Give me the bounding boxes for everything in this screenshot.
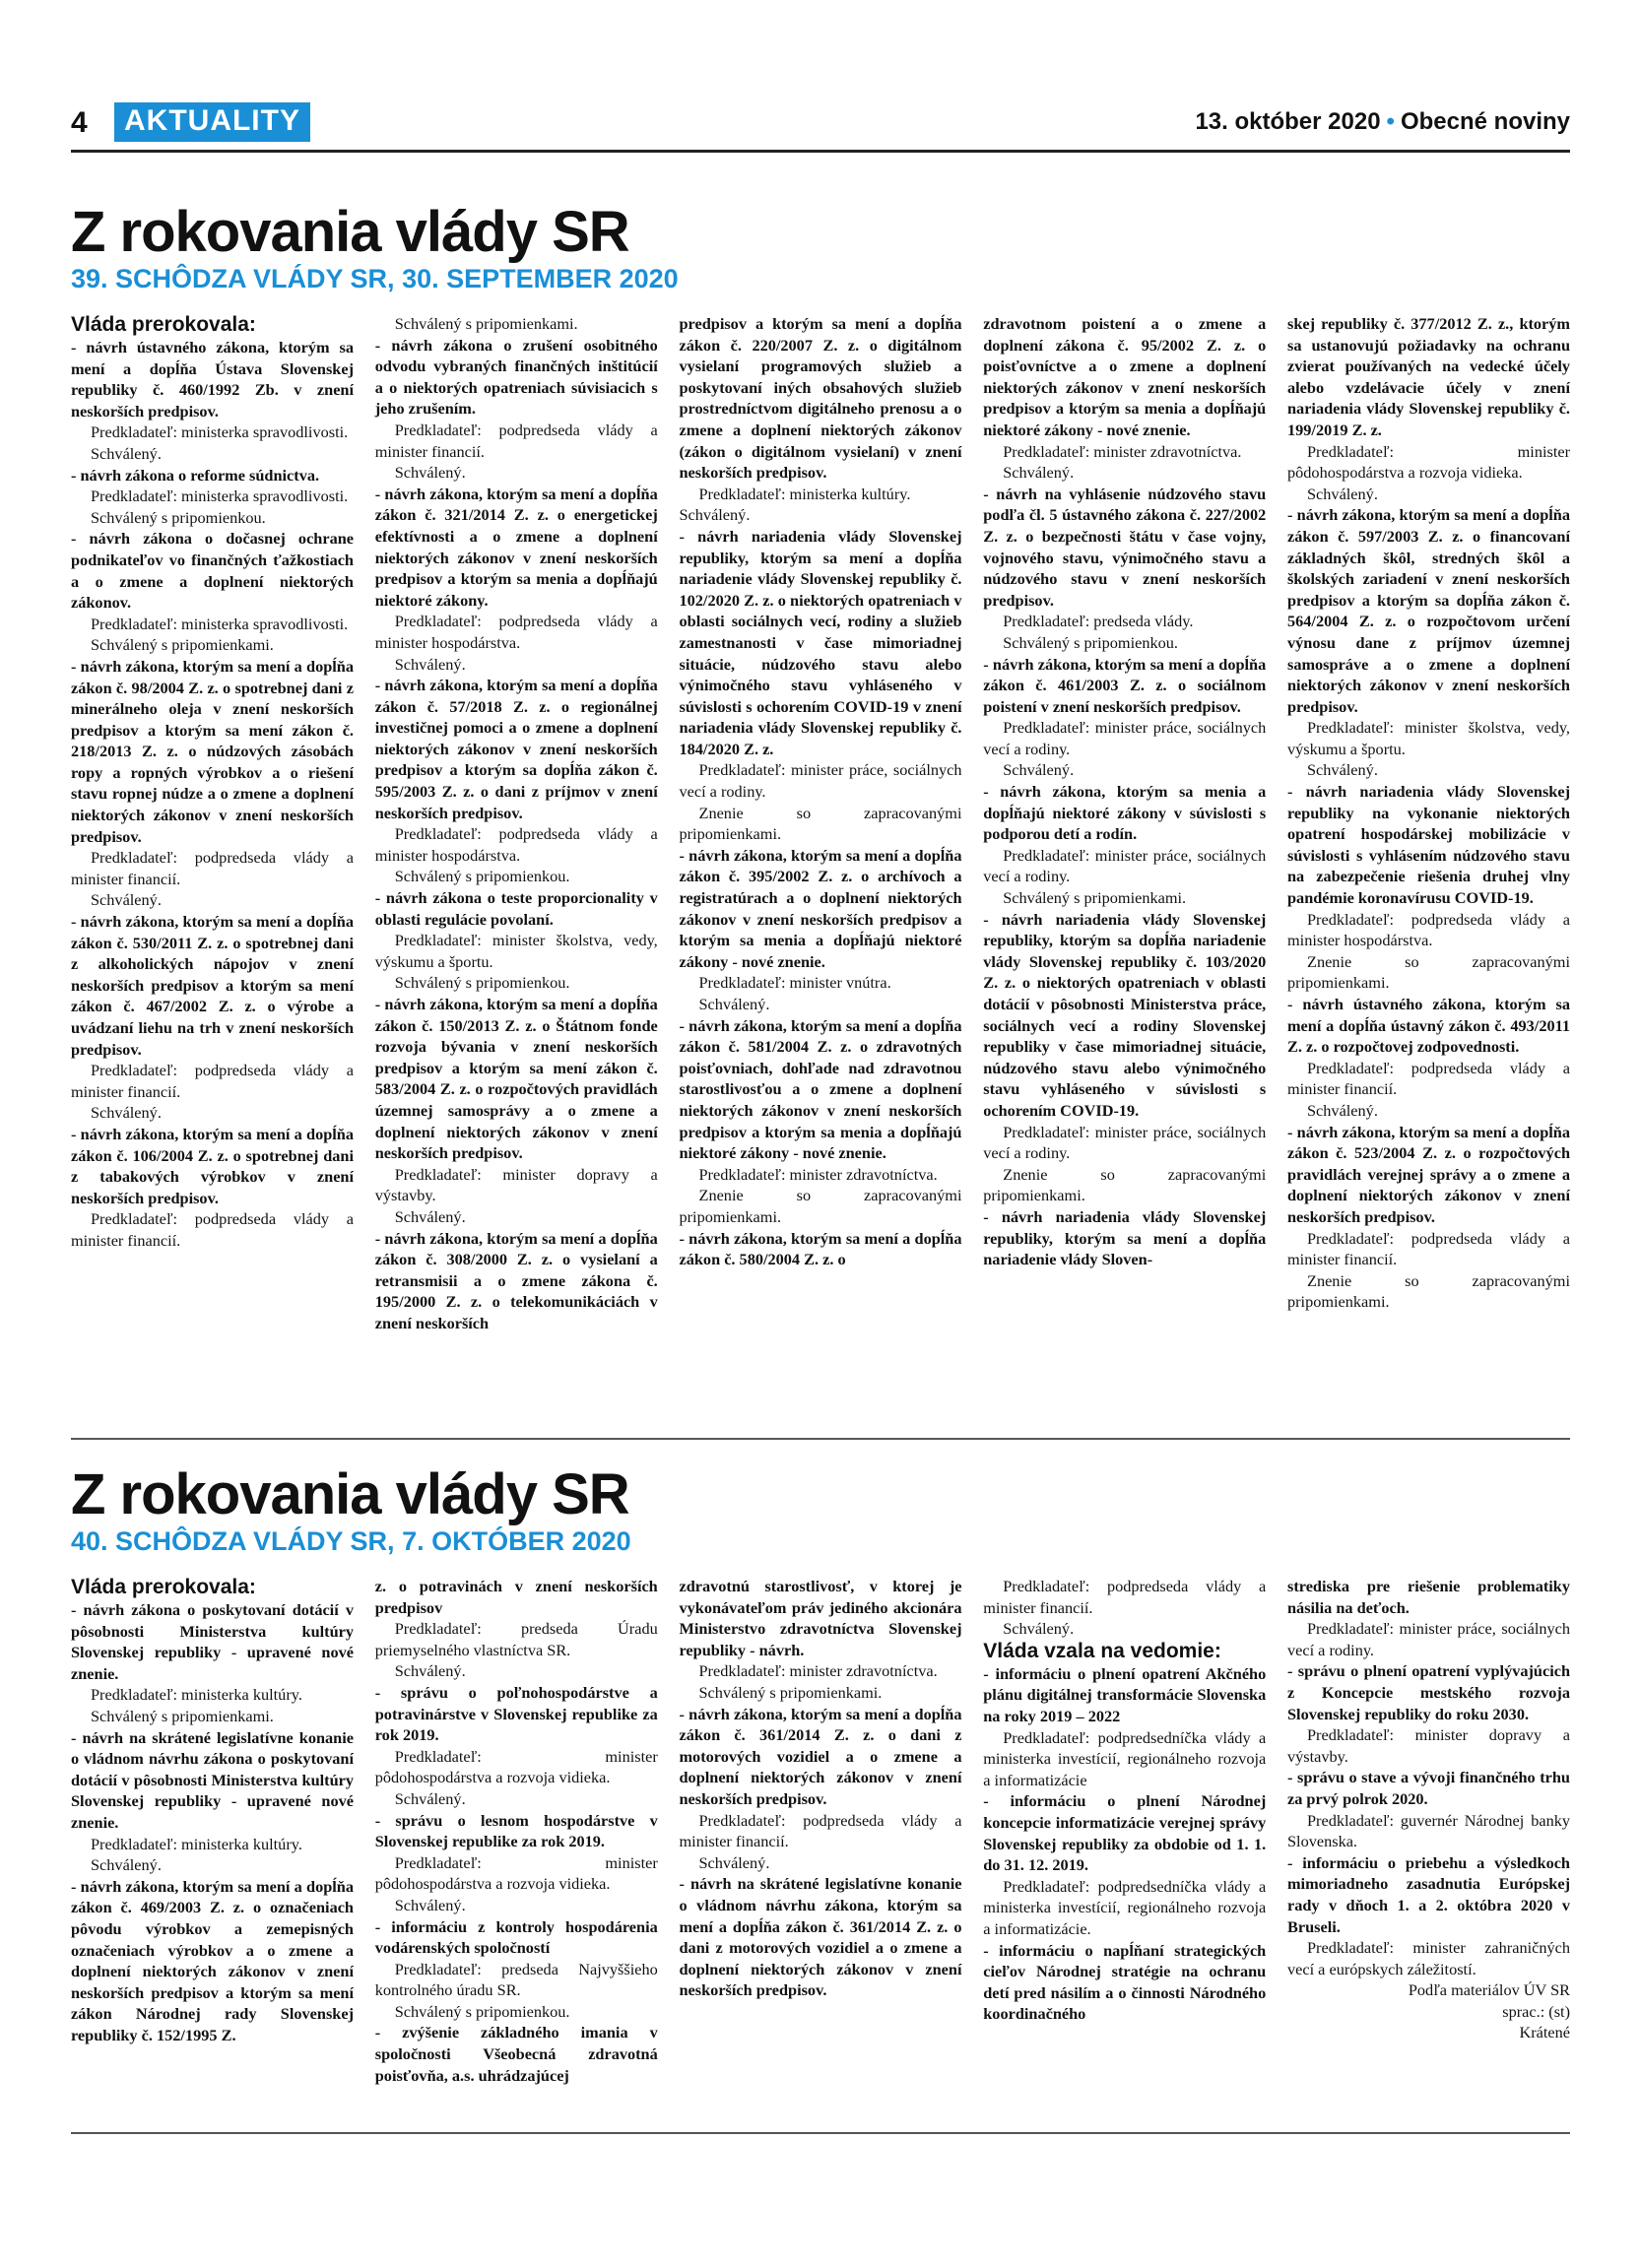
paragraph: Znenie so zapracovanými pripomienkami. [983,1164,1267,1205]
paragraph: - návrh zákona, ktorým sa mení a dopĺňa zákon č. 98/2004 Z. z. o spotrebnej dani z minerálneho oleja v znení neskorších predpisov a ktorým sa mení zákon č. 218/2013 Z. z. o núdzových zásobách ropy a ropných výrobkov a o riešení stavu ropnej núdze a o zmene a doplnení niektorých zákonov v znení neskorších predpisov. [71,656,354,846]
paragraph: Predkladateľ: minister zahraničných vecí a európskych záležitostí. [1287,1938,1570,1978]
paragraph: Predkladateľ: ministerka spravodlivosti. [91,486,349,506]
paragraph: - návrh zákona, ktorým sa menia a dopĺňajú niektoré zákony v súvislosti s podporou detí a rodín. [983,782,1267,844]
paragraph: Predkladateľ: podpredseda vlády a minister financií. [71,1209,354,1250]
paragraph: - návrh zákona, ktorým sa mení a dopĺňa zákon č. 106/2004 Z. z. o spotrebnej dani z tabakových výrobkov v znení neskorších predpisov. [71,1124,354,1207]
paragraph: Predkladateľ: podpredseda vlády a minister financií. [983,1577,1267,1617]
paragraph: - správu o lesnom hospodárstve v Slovenskej republike za rok 2019. [374,1810,658,1851]
paragraph: Predkladateľ: predseda Najvyššieho kontrolného úradu SR. [374,1959,658,2000]
paragraph: Predkladateľ: podpredseda vlády a minister hospodárstva. [374,612,658,652]
paragraph: Schválený. [394,654,466,674]
paragraph: Predkladateľ: podpredseda vlády a minister financií. [1287,1058,1570,1099]
paragraph: Schválený s pripomienkou. [394,973,570,993]
paragraph: Predkladateľ: ministerka kultúry. [698,484,911,503]
paragraph: Predkladateľ: podpredsedníčka vlády a ministerka investícií, regionálneho rozvoja a informatizácie [983,1727,1267,1789]
paragraph: strediska pre riešenie problematiky násilia na deťoch. [1287,1577,1570,1617]
paragraph: Predkladateľ: podpredsedníčka vlády a ministerka investícií, regionálneho rozvoja a informatizácie. [983,1876,1267,1938]
article-1-subtitle: 39. SCHÔDZA VLÁDY SR, 30. SEPTEMBER 2020 [71,264,679,293]
paragraph: Schválený s pripomienkami. [394,314,578,333]
paragraph: Predkladateľ: podpredseda vlády a minister hospodárstva. [1287,909,1570,950]
footer-rule [71,2132,1570,2134]
paragraph: Predkladateľ: minister pôdohospodárstva a rozvoja vidieka. [374,1746,658,1787]
paragraph: Schválený. [698,995,770,1013]
paragraph: Predkladateľ: minister dopravy a výstavby. [374,1164,658,1205]
paragraph: Predkladateľ: minister práce, sociálnych vecí a rodiny. [1287,1619,1570,1659]
paragraph: Predkladateľ: minister dopravy a výstavby. [1287,1725,1570,1766]
paragraph: sprac.: (st) [1502,2001,1570,2021]
paragraph: - informáciu o napĺňaní strategických cieľov Národnej stratégie na ochranu detí pred násilím a o činnosti Národného koordinačného [983,1940,1267,2024]
paragraph: - návrh nariadenia vlády Slovenskej republiky, ktorým sa mení a dopĺňa nariadenie vlády Slovenskej republiky č. 102/2020 Z. z. o niektorých opatreniach v oblasti sociálnych vecí, rodiny a služieb zamestnanosti v čase mimoriadnej situácie, núdzového stavu alebo výnimočného stavu vyhláseného v súvislosti s ochorením COVID-19 v znení nariadenia vlády Slovenskej republiky č. 184/2020 Z. z. [679,526,962,758]
article-2-title: Z rokovania vlády SR [71,1462,629,1526]
paragraph: zdravotnú starostlivosť, v ktorej je vykonávateľom práv jediného akcionára Ministerstvo zdravotníctva Slovenskej republiky - návrh. [679,1577,962,1659]
paragraph: - návrh ústavného zákona, ktorým sa mení a dopĺňa Ústava Slovenskej republiky č. 460/1992 Zb. v znení neskorších predpisov. [71,338,354,421]
paragraph: Podľa materiálov ÚV SR [1408,1980,1570,2000]
paragraph: - návrh zákona o poskytovaní dotácií v pôsobnosti Ministerstva kultúry Slovenskej republiky - upravené nové znenie. [71,1600,354,1683]
paragraph: - návrh zákona, ktorým sa mení a dopĺňa zákon č. 580/2004 Z. z. o [679,1228,962,1269]
article-1-column-4 [983,313,1266,1334]
paragraph: - návrh zákona, ktorým sa mení a dopĺňa zákon č. 150/2013 Z. z. o Štátnom fonde rozvoja bývania v znení neskorších predpisov a ktorým sa mení zákon č. 583/2004 Z. z. o rozpočtových pravidlách územnej samosprávy a o zmene a doplnení niektorých zákonov v znení neskorších predpisov. [374,995,658,1163]
paragraph: - návrh zákona, ktorým sa mení a dopĺňa zákon č. 469/2003 Z. z. o označeniach pôvodu výrobkov a zemepisných označeniach výrobkov a o zmene a doplnení niektorých zákonov v znení neskorších predpisov a ktorým sa mení zákon Národnej rady Slovenskej republiky č. 152/1995 Z. [71,1876,354,2044]
paragraph: Schválený. [91,890,162,910]
paragraph: - informáciu o priebehu a výsledkoch mimoriadneho zasadnutia Európskej rady v dňoch 1. a 2. októbra 2020 v Bruseli. [1287,1852,1570,1936]
paragraph: Schválený s pripomienkou. [91,507,266,527]
paragraph: - návrh zákona o dočasnej ochrane podnikateľov vo finančných ťažkostiach a o zmene a doplnení niektorých zákonov. [71,529,354,613]
paragraph: - zvýšenie základného imania v spoločnosti Všeobecná zdravotná poisťovňa, a.s. uhrádzajúcej [374,2023,658,2085]
article-2-columns [71,1576,1570,2086]
paragraph: skej republiky č. 377/2012 Z. z., ktorým sa ustanovujú požiadavky na ochranu zvierat používaných na vedecké účely alebo vzdelávacie účely v znení nariadenia vlády Slovenskej republiky č. 199/2019 Z. z. [1287,314,1570,439]
paragraph: Predkladateľ: minister pôdohospodárstva a rozvoja vidieka. [1287,441,1570,483]
paragraph: Schválený s pripomienkou. [394,2001,570,2021]
paragraph: Schválený. [1003,1619,1075,1639]
article-1-column-1 [71,313,354,1334]
paragraph: - návrh nariadenia vlády Slovenskej republiky, ktorým sa mení a dopĺňa nariadenie vlády Sloven- [983,1206,1267,1269]
page-number: 4 [71,106,88,139]
paragraph: Predkladateľ: minister pôdohospodárstva a rozvoja vidieka. [374,1852,658,1894]
paragraph: - návrh nariadenia vlády Slovenskej republiky na vykonanie niektorých opatrení hospodárskej mobilizácie v súvislosti s vyhlásením núdzového stavu na zabezpečenie riešenia druhej vlny pandémie koronavírusu COVID-19. [1287,782,1570,908]
paragraph: Predkladateľ: podpredseda vlády a minister hospodárstva. [374,824,658,865]
paragraph: z. o potravinách v znení neskorších predpisov [374,1577,658,1617]
paragraph: Znenie so zapracovanými pripomienkami. [679,1186,962,1226]
paragraph: Krátené [1519,2023,1570,2042]
paragraph: - správu o poľnohospodárstve a potravinárstve v Slovenskej republike za rok 2019. [374,1682,658,1745]
article-1-column-5 [1287,313,1570,1334]
paragraph: zdravotnom poistení a o zmene a doplnení zákona č. 95/2002 Z. z. o poisťovníctve a o zmene a doplnení niektorých zákonov v znení neskorších predpisov a ktorým sa menia a dopĺňajú niektoré zákony - nové znenie. [983,314,1267,439]
paragraph: Predkladateľ: guvernér Národnej banky Slovenska. [1287,1810,1570,1851]
article-1-title: Z rokovania vlády SR [71,200,629,264]
paragraph: - návrh zákona o teste proporcionality v oblasti regulácie povolaní. [374,888,658,929]
paragraph: - informáciu z kontroly hospodárenia vodárenských spoločností [374,1916,658,1958]
article-1-columns [71,313,1570,1334]
paragraph: Schválený s pripomienkami. [91,635,274,655]
paragraph: - návrh na skrátené legislatívne konanie o vládnom návrhu zákona, ktorým sa mení a dopĺňa zákon č. 361/2014 Z. z. o dani z motorových vozidiel a o zmene a doplnení niektorých zákonov v znení neskorších predpisov. [679,1874,962,2000]
section-lead: Vláda prerokovala: [71,313,256,336]
paragraph: Predkladateľ: minister zdravotníctva. [698,1164,938,1184]
page-header [71,102,1570,150]
paragraph: Predkladateľ: minister práce, sociálnych vecí a rodiny. [983,845,1267,886]
paragraph: Schválený. [394,1788,466,1808]
paragraph: Schválený s pripomienkou. [1003,632,1178,652]
paragraph: Predkladateľ: ministerka spravodlivosti. [91,422,349,442]
paragraph: Predkladateľ: podpredseda vlády a minister financií. [374,420,658,461]
paragraph: - návrh zákona, ktorým sa mení a dopĺňa zákon č. 395/2002 Z. z. o archívoch a registratúrach a o doplnení niektorých zákonov v znení neskorších predpisov a ktorým sa menia a dopĺňajú niektoré zákony - nové znenie. [679,845,962,971]
paragraph: Schválený. [91,1855,162,1875]
paragraph: Znenie so zapracovanými pripomienkami. [1287,951,1570,993]
paragraph: - návrh ústavného zákona, ktorým sa mení a dopĺňa ústavný zákon č. 493/2011 Z. z. o rozpočtovej zodpovednosti. [1287,995,1570,1057]
paragraph: Znenie so zapracovanými pripomienkami. [679,803,962,844]
paragraph: - návrh zákona, ktorým sa mení a dopĺňa zákon č. 321/2014 Z. z. o energetickej efektívnosti a o zmene a doplnení niektorých zákonov v znení neskorších predpisov a ktorým sa menia a dopĺňajú niektoré zákony. [374,484,658,610]
paragraph: Schválený. [91,443,162,463]
separator-dot: • [1386,108,1395,135]
paragraph: Schválený. [679,505,751,525]
paragraph: Schválený. [394,1206,466,1226]
publication-name: Obecné noviny [1400,108,1570,135]
article-2-column-5 [1287,1576,1570,2086]
paragraph: - návrh zákona, ktorým sa mení a dopĺňa zákon č. 461/2003 Z. z. o sociálnom poistení v znení neskorších predpisov. [983,654,1267,716]
paragraph: Schválený s pripomienkami. [1003,888,1187,908]
paragraph: Predkladateľ: minister práce, sociálnych vecí a rodiny. [679,760,962,802]
paragraph: Schválený. [91,1103,162,1123]
paragraph: Predkladateľ: podpredseda vlády a minister financií. [71,848,354,888]
article-1-column-2 [375,313,658,1334]
paragraph: - informáciu o plnení Národnej koncepcie informatizácie verejnej správy Slovenskej republiky za obdobie od 1. 1. do 31. 12. 2019. [983,1791,1267,1875]
paragraph: Predkladateľ: podpredseda vlády a minister financií. [1287,1228,1570,1269]
paragraph: Schválený s pripomienkou. [394,867,570,886]
paragraph: - návrh zákona, ktorým sa mení a dopĺňa zákon č. 597/2003 Z. z. o financovaní základných škôl, stredných škôl a školských zariadení v znení neskorších predpisov a ktorým sa dopĺňa zákon č. 564/2004 Z. z. o rozpočtovom určení výnosu dane z príjmov územnej samospráve a o zmene a doplnení niektorých zákonov v znení neskorších predpisov. [1287,505,1570,716]
paragraph: Schválený. [394,463,466,483]
paragraph: Schválený. [1307,1100,1378,1120]
paragraph: Schválený. [1003,463,1075,483]
paragraph: - návrh zákona, ktorým sa mení a dopĺňa zákon č. 581/2004 Z. z. o zdravotných poisťovniach, dohľade nad zdravotnou starostlivosťou a o zmene a doplnení niektorých zákonov v znení neskorších predpisov a ktorým sa menia a dopĺňajú niektoré zákony - nové znenie. [679,1015,962,1163]
paragraph: Schválený. [1307,484,1378,503]
paragraph: - návrh zákona, ktorým sa mení a dopĺňa zákon č. 530/2011 Z. z. o spotrebnej dani z alkoholických nápojov v znení neskorších predpisov a ktorým sa mení zákon č. 467/2002 Z. z. o výrobe a uvádzaní liehu na trh v znení neskorších predpisov. [71,912,354,1059]
paragraph: Schválený. [1003,760,1075,780]
paragraph: - návrh na skrátené legislatívne konanie o vládnom návrhu zákona o poskytovaní dotácií v pôsobnosti Ministerstva kultúry Slovenskej republiky - upravené nové znenie. [71,1727,354,1832]
paragraph: Znenie so zapracovanými pripomienkami. [1287,1270,1570,1312]
paragraph: Predkladateľ: ministerka kultúry. [91,1685,302,1705]
article-2-subtitle: 40. SCHÔDZA VLÁDY SR, 7. OKTÓBER 2020 [71,1526,631,1556]
paragraph: Predkladateľ: predseda Úradu priemyselného vlastníctva SR. [374,1619,658,1659]
article-2-column-4 [983,1576,1266,2086]
paragraph: - návrh nariadenia vlády Slovenskej republiky, ktorým sa dopĺňa nariadenie vlády Slovenskej republiky č. 103/2020 Z. z. o niektorých opatreniach v oblasti dotácií v pôsobnosti Ministerstva práce, sociálnych vecí a rodiny Slovenskej republiky v čase mimoriadnej situácie, núdzového stavu alebo výnimočného stavu vyhláseného v súvislosti s ochorením COVID-19. [983,909,1267,1120]
paragraph: - návrh zákona, ktorým sa mení a dopĺňa zákon č. 361/2014 Z. z. o dani z motorových vozidiel a o zmene a doplnení niektorých zákonov v znení neskorších predpisov. [679,1704,962,1808]
paragraph: Predkladateľ: predseda vlády. [1003,612,1194,631]
paragraph: Predkladateľ: minister školstva, vedy, výskumu a športu. [1287,718,1570,758]
section-lead: Vláda vzala na vedomie: [983,1639,1221,1662]
paragraph: Predkladateľ: minister vnútra. [698,973,891,993]
paragraph: Predkladateľ: podpredseda vlády a minister financií. [71,1061,354,1101]
issue-date: 13. október 2020 [1195,108,1381,135]
paragraph: Predkladateľ: minister zdravotníctva. [1003,441,1242,461]
article-2-column-3 [680,1576,962,2086]
section-label: AKTUALITY [114,102,310,142]
paragraph: - správu o plnení opatrení vyplývajúcich z Koncepcie mestského rozvoja Slovenskej republiky do roku 2030. [1287,1661,1570,1723]
article-1-column-3 [680,313,962,1334]
paragraph: - návrh zákona, ktorým sa mení a dopĺňa zákon č. 523/2004 Z. z. o rozpočtových pravidlách verejnej správy a o zmene a doplnení niektorých zákonov v znení neskorších predpisov. [1287,1122,1570,1226]
paragraph: Predkladateľ: minister zdravotníctva. [698,1661,938,1681]
article-2-column-2 [375,1576,658,2086]
paragraph: Schválený. [394,1661,466,1681]
paragraph: Schválený. [698,1852,770,1872]
paragraph: - návrh zákona o zrušení osobitného odvodu vybraných finančných inštitúcií a o niektorých opatreniach súvisiacich s jeho zrušením. [374,335,658,419]
paragraph: Predkladateľ: ministerka kultúry. [91,1834,302,1853]
paragraph: Schválený. [394,1895,466,1914]
paragraph: - návrh zákona, ktorým sa mení a dopĺňa zákon č. 308/2000 Z. z. o vysielaní a retransmisii a o zmene zákona č. 195/2000 Z. z. o telekomunikáciách v znení neskorších [374,1228,658,1332]
paragraph: Predkladateľ: ministerka spravodlivosti. [91,614,349,633]
paragraph: Schválený s pripomienkami. [91,1706,274,1725]
paragraph: Predkladateľ: minister práce, sociálnych vecí a rodiny. [983,1122,1267,1163]
paragraph: Schválený. [1307,760,1378,780]
article-divider [71,1438,1570,1440]
paragraph: predpisov a ktorým sa mení a dopĺňa zákon č. 220/2007 Z. z. o digitálnom vysielaní programových služieb a poskytovaní iných obsahových služieb prostredníctvom digitálneho prenosu a o zmene a doplnení niektorých zákonov (zákon o digitálnom vysielaní) v znení neskorších predpisov. [679,314,962,483]
paragraph: Predkladateľ: minister práce, sociálnych vecí a rodiny. [983,718,1267,758]
header-rule [71,150,1570,153]
section-lead: Vláda prerokovala: [71,1576,256,1598]
paragraph: - správu o stave a vývoji finančného trhu za prvý polrok 2020. [1287,1768,1570,1808]
article-2-column-1 [71,1576,354,2086]
paragraph: Predkladateľ: podpredseda vlády a minister financií. [679,1810,962,1851]
paragraph: - návrh na vyhlásenie núdzového stavu podľa čl. 5 ústavného zákona č. 227/2002 Z. z. o bezpečnosti štátu v čase vojny, vojnového stavu, výnimočného stavu a núdzového stavu v znení neskorších predpisov. [983,484,1267,610]
paragraph: Predkladateľ: minister školstva, vedy, výskumu a športu. [374,931,658,971]
paragraph: - návrh zákona, ktorým sa mení a dopĺňa zákon č. 57/2018 Z. z. o regionálnej investičnej pomoci a o zmene a doplnení niektorých zákonov v znení neskorších predpisov a ktorým sa dopĺňa zákon č. 595/2003 Z. z. o dani z príjmov v znení neskorších predpisov. [374,676,658,822]
paragraph: - návrh zákona o reforme súdnictva. [71,465,320,485]
paragraph: - informáciu o plnení opatrení Akčného plánu digitálnej transformácie Slovenska na roky 2019 – 2022 [983,1663,1267,1725]
paragraph: Schválený s pripomienkami. [698,1682,883,1702]
issue-info [1195,108,1570,136]
